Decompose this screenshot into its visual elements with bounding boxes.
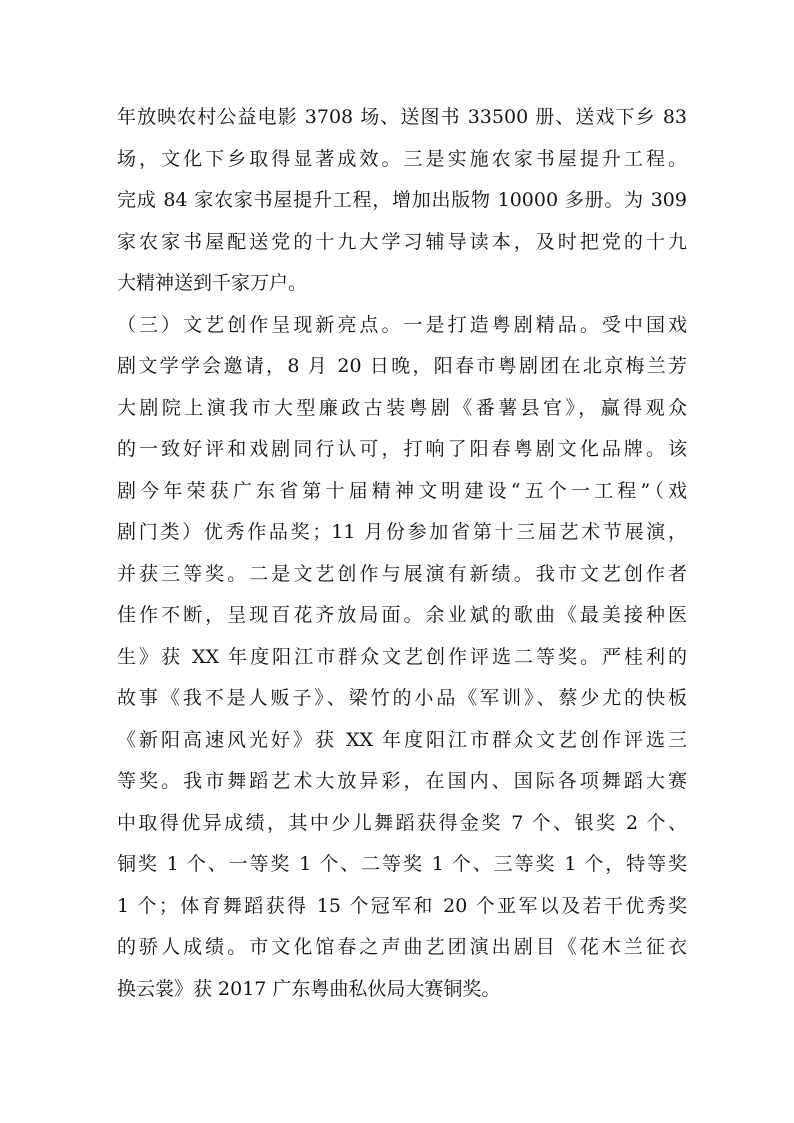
text-line: 等奖。我市舞蹈艺术大放异彩，在国内、国际各项舞蹈大赛 (117, 770, 687, 792)
text-line: 大精神送到千家万户。 (117, 272, 308, 294)
text-line: 剧门类）优秀作品奖；11 月份参加省第十三届艺术节展演， (117, 521, 687, 543)
text-line: 完成 84 家农家书屋提升工程，增加出版物 10000 多册。为 309 (117, 189, 687, 211)
text-line: 换云裳》获 2017 广东粤曲私伙局大赛铜奖。 (117, 977, 501, 1000)
text-line: 年放映农村公益电影 3708 场、送图书 33500 册、送戏下乡 83 (117, 106, 687, 128)
text-line: （三）文艺创作呈现新亮点。一是打造粤剧精品。受中国戏 (117, 313, 687, 336)
body-text (117, 97, 687, 1010)
text-line: 《新阳高速风光好》获 XX 年度阳江市群众文艺创作评选三 (117, 728, 687, 751)
text-line: 家农家书屋配送党的十九大学习辅导读本，及时把党的十九 (117, 230, 687, 253)
text-line: 故事《我不是人贩子》、梁竹的小品《军训》、蔡少尤的快板 (117, 687, 687, 709)
text-line: 的一致好评和戏剧同行认可，打响了阳春粤剧文化品牌。该 (117, 438, 687, 460)
text-line: 1 个；体育舞蹈获得 15 个冠军和 20 个亚军以及若干优秀奖 (117, 894, 687, 917)
text-line: 剧文学学会邀请，8 月 20 日晚，阳春市粤剧团在北京梅兰芳 (117, 355, 687, 377)
text-line: 中取得优异成绩，其中少儿舞蹈获得金奖 7 个、银奖 2 个、 (117, 811, 687, 834)
text-line: 大剧院上演我市大型廉政古装粤剧《番薯县官》，赢得观众 (117, 396, 687, 419)
text-line: 生》获 XX 年度阳江市群众文艺创作评选二等奖。严桂利的 (117, 645, 687, 668)
text-line: 并获三等奖。二是文艺创作与展演有新绩。我市文艺创作者 (117, 562, 687, 585)
text-line: 佳作不断，呈现百花齐放局面。余业斌的歌曲《最美接种医 (117, 604, 687, 626)
text-line: 的骄人成绩。市文化馆春之声曲艺团演出剧目《花木兰征衣 (117, 936, 687, 958)
text-line: 铜奖 1 个、一等奖 1 个、二等奖 1 个、三等奖 1 个，特等奖 (117, 853, 687, 875)
text-line: 场，文化下乡取得显著成效。三是实施农家书屋提升工程。 (117, 147, 687, 170)
text-line: 剧今年荣获广东省第十届精神文明建设“五个一工程”（戏 (117, 479, 687, 502)
